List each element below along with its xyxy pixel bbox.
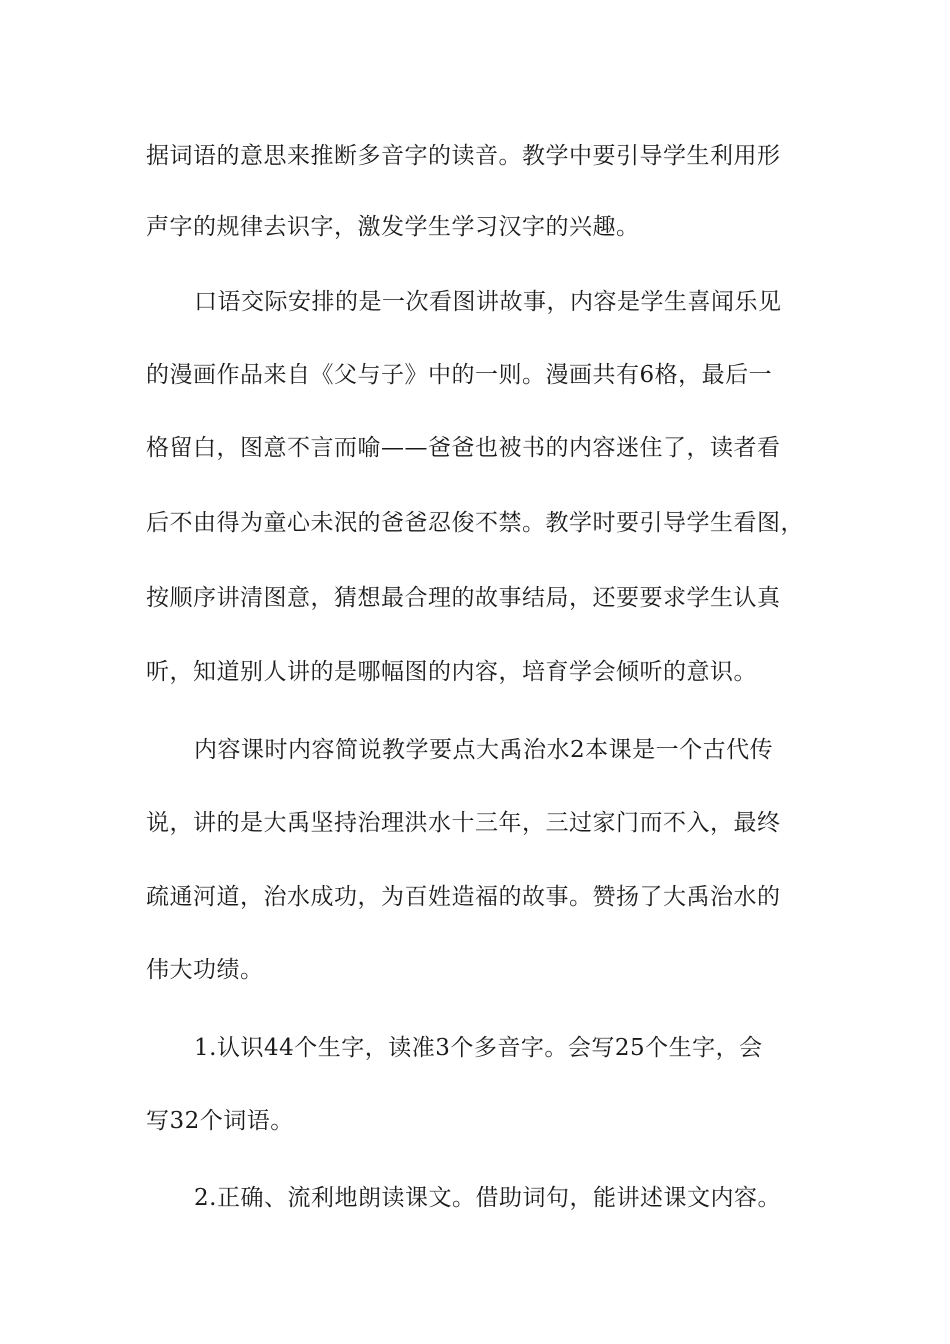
text-line: 听，知道别人讲的是哪幅图的内容，培育学会倾听的意识。 [146,659,757,685]
text-line: 按顺序讲清图意，猜想最合理的故事结局，还要要求学生认真 [146,585,781,611]
text-line: 的漫画作品来自《父与子》中的一则。漫画共有6格，最后一 [146,362,773,388]
paragraph-start: 口语交际安排的是一次看图讲故事，内容是学生喜闻乐见 [194,289,782,315]
text-line: 格留白，图意不言而喻——爸爸也被书的内容迷住了，读者看 [146,435,781,461]
paragraph-start: 内容课时内容简说教学要点大禹治水2本课是一个古代传 [194,737,774,763]
list-item: 1.认识44个生字，读准3个多音字。会写25个生字，会 [194,1035,763,1061]
text-line: 疏通河道，治水成功，为百姓造福的故事。赞扬了大禹治水的 [146,884,781,910]
text-line: 伟大功绩。 [146,957,264,983]
text-line: 声字的规律去识字，激发学生学习汉字的兴趣。 [146,214,640,240]
text-line: 据词语的意思来推断多音字的读音。教学中要引导学生利用形 [146,143,781,169]
list-item: 2.正确、流利地朗读课文。借助词句，能讲述课文内容。 [194,1185,781,1211]
text-line: 后不由得为童心未泯的爸爸忍俊不禁。教学时要引导学生看图， [146,510,804,536]
text-line: 写32个词语。 [146,1108,294,1134]
text-line: 说，讲的是大禹坚持治理洪水十三年，三过家门而不入，最终 [146,810,781,836]
